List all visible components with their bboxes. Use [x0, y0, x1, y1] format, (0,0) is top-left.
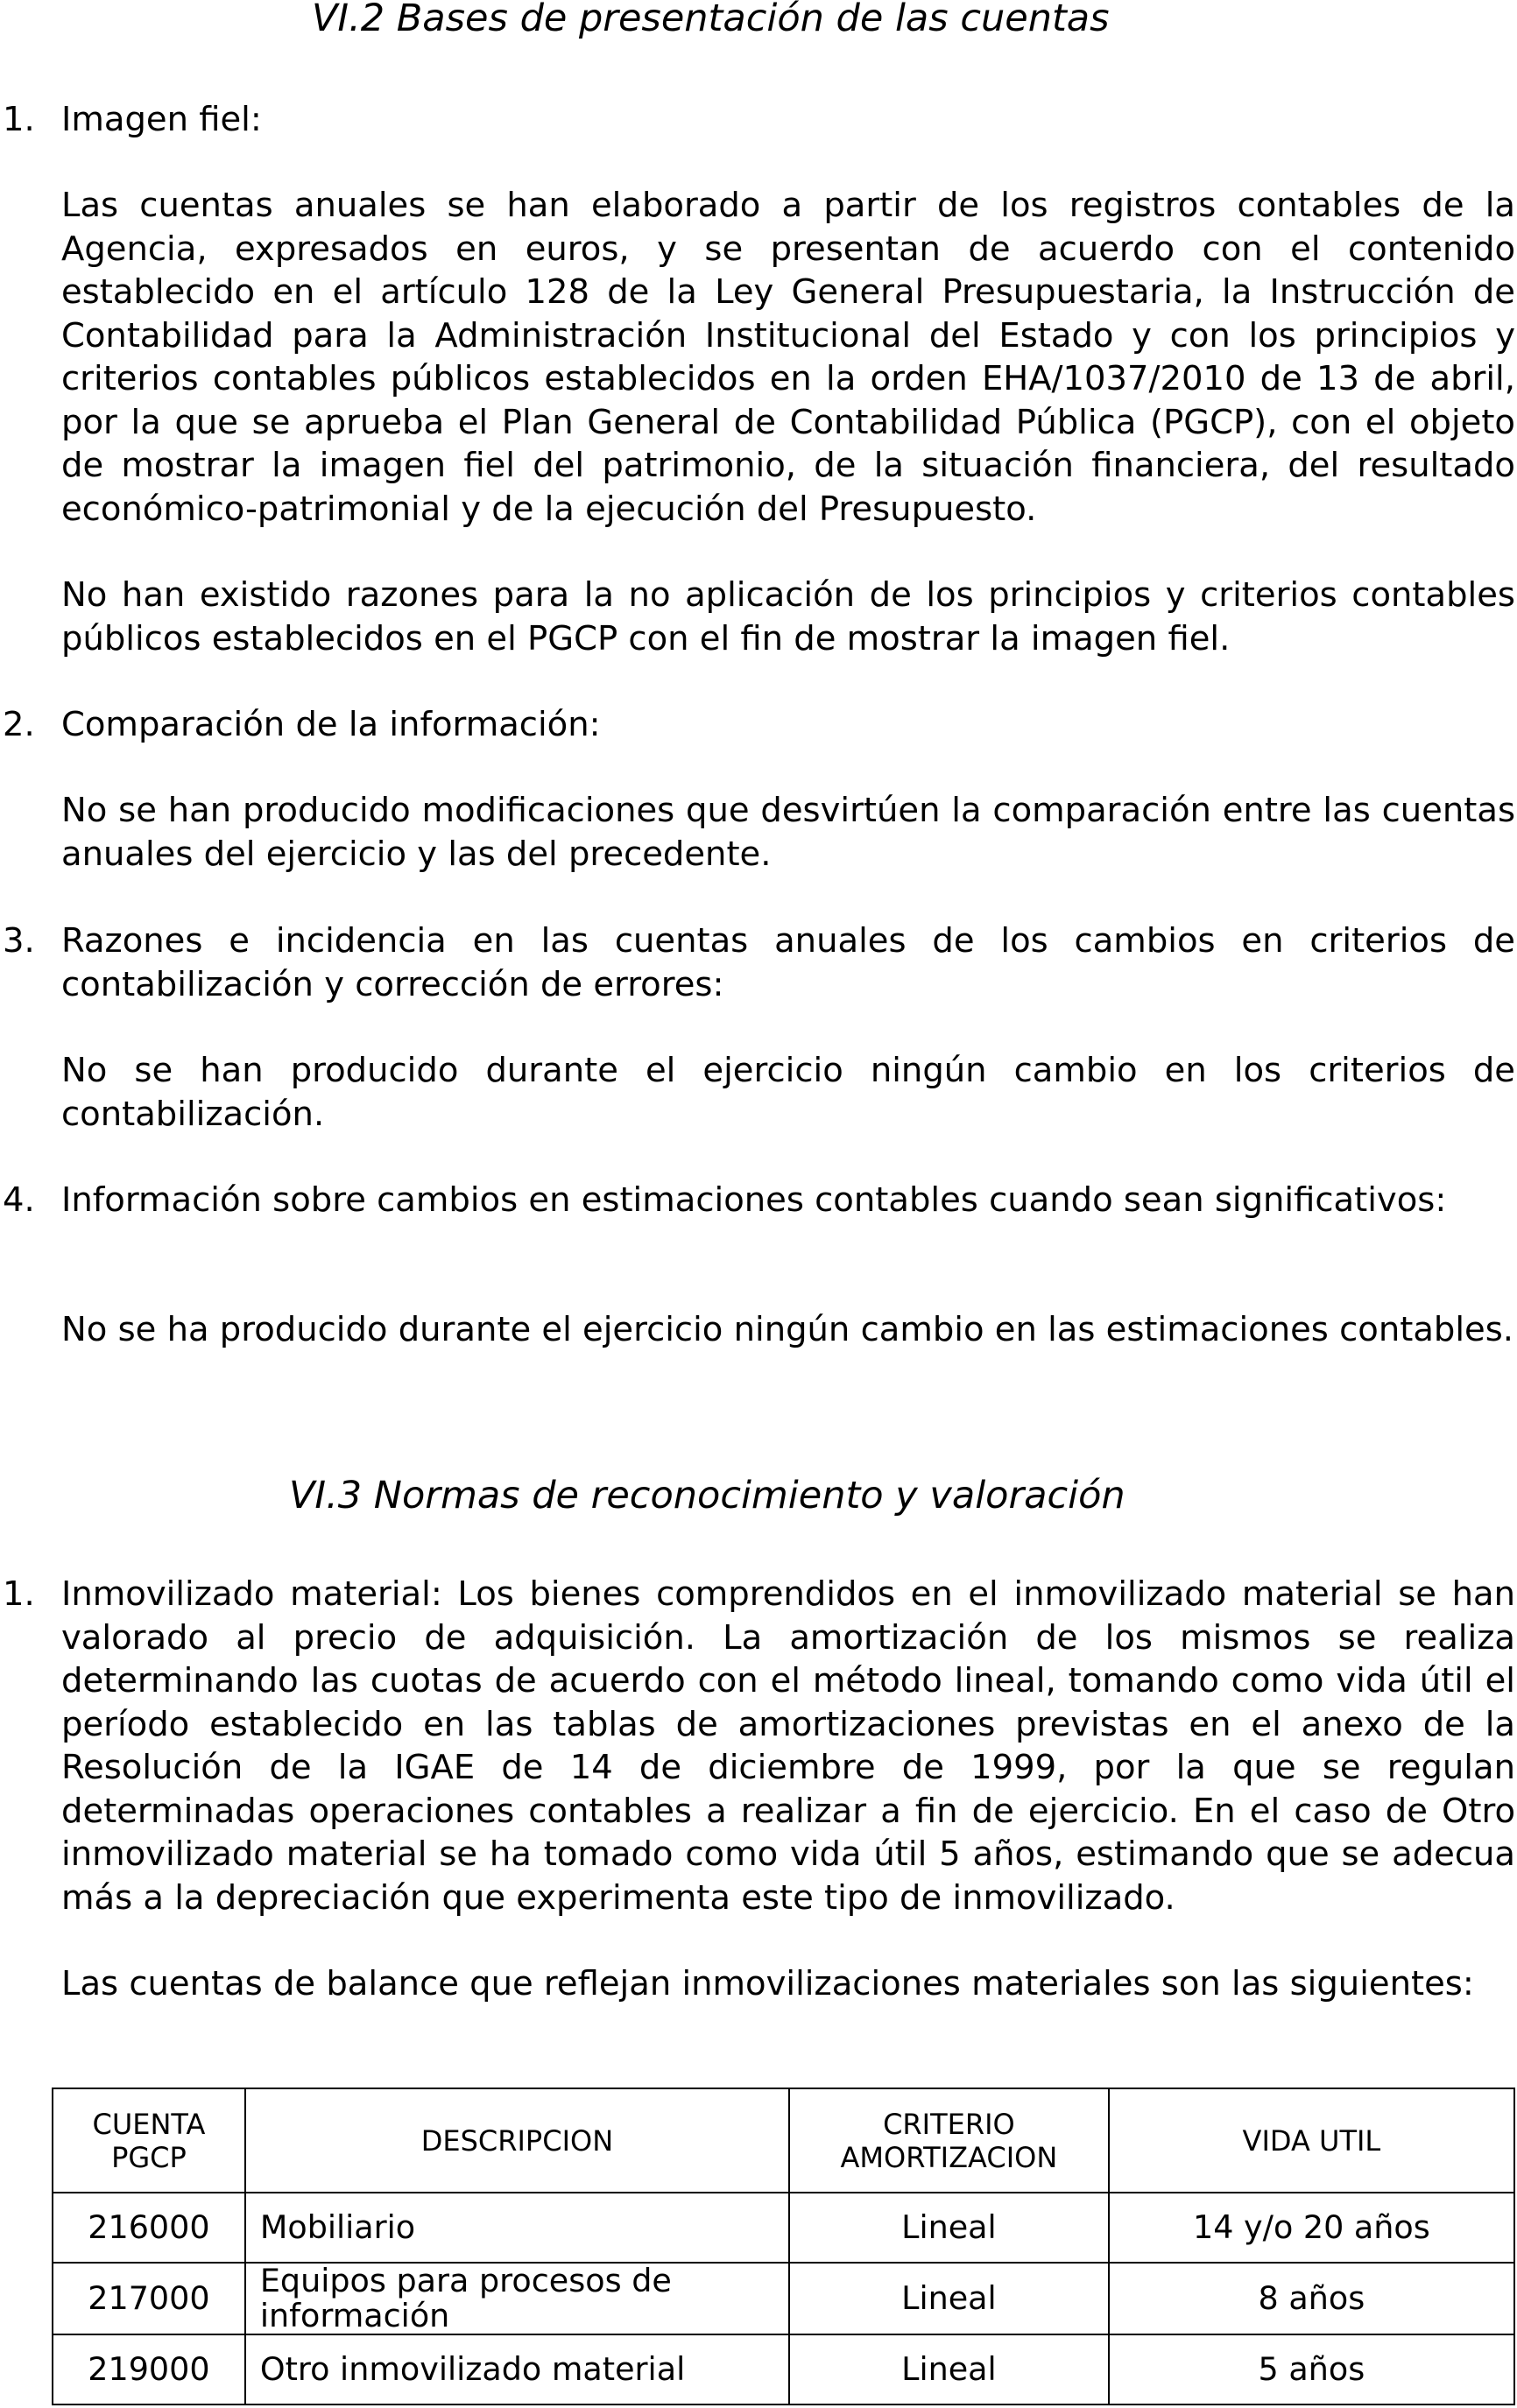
list-heading: Comparación de la información:	[61, 705, 601, 744]
column-header-cuenta: CUENTA PGCP	[53, 2088, 245, 2193]
paragraph: Inmovilizado material: Los bienes comprendidos en el inmovilizado material se han valorado al precio de adquisición. La amortización de los mismos se realiza determinando las cuotas de acuerdo con el método lineal, tomando como vida útil el período establecido en las tablas de amortizaciones previstas en el anexo de la Resolución de la IGAE de 14 de diciembre de 1999, por la que se regulan determinadas operaciones contables a realizar a fin de ejercicio. En el caso de Otro inmovilizado material se ha tomado como vida útil 5 años, estimando que se adecua más a la depreciación que experimenta este tipo de inmovilizado.	[61, 1574, 1515, 1918]
table-row	[53, 2334, 1514, 2404]
cell-cuenta: 217000	[53, 2263, 245, 2334]
table-row	[53, 2193, 1514, 2263]
section-title-vi2: VI.2 Bases de presentación de las cuentas	[312, 0, 1110, 40]
cell-descripcion: Mobiliario	[245, 2193, 789, 2263]
cell-cuenta: 216000	[53, 2193, 245, 2263]
table-intro: Las cuentas de balance que reflejan inmovilizaciones materiales son las siguientes:	[61, 1964, 1474, 2003]
cell-cuenta: 219000	[53, 2334, 245, 2404]
list-heading: Información sobre cambios en estimaciones contables cuando sean significativos:	[61, 1180, 1447, 1220]
list-number: 2.	[3, 705, 35, 744]
list-number: 3.	[3, 921, 35, 961]
cell-descripcion: Otro inmovilizado material	[245, 2334, 789, 2404]
paragraph: No se ha producido durante el ejercicio ningún cambio en las estimaciones contables.	[61, 1310, 1514, 1349]
table-row	[53, 2263, 1514, 2334]
section-title-vi3: VI.3 Normas de reconocimiento y valoración	[289, 1474, 1125, 1517]
list-number: 4.	[3, 1180, 35, 1220]
cell-criterio: Lineal	[789, 2334, 1109, 2404]
cell-vida-util: 14 y/o 20 años	[1109, 2193, 1514, 2263]
column-header-descripcion: DESCRIPCION	[245, 2088, 789, 2193]
cell-vida-util: 5 años	[1109, 2334, 1514, 2404]
paragraph: No se han producido durante el ejercicio ningún cambio en los criterios de contabilización.	[61, 1051, 1515, 1134]
cell-criterio: Lineal	[789, 2263, 1109, 2334]
list-number: 1.	[3, 100, 35, 139]
fixed-assets-table	[52, 2088, 1515, 2405]
paragraph: No han existido razones para la no aplicación de los principios y criterios contables públicos establecidos en el PGCP con el fin de mostrar la imagen fiel.	[61, 575, 1515, 658]
cell-descripcion: Equipos para procesos de información	[245, 2263, 789, 2334]
cell-vida-util: 8 años	[1109, 2263, 1514, 2334]
column-header-vida-util: VIDA UTIL	[1109, 2088, 1514, 2193]
list-heading: Razones e incidencia en las cuentas anuales de los cambios en criterios de contabilización y corrección de errores:	[61, 921, 1515, 1004]
list-number: 1.	[3, 1574, 35, 1614]
column-header-criterio: CRITERIO AMORTIZACION	[789, 2088, 1109, 2193]
table-header-row	[53, 2088, 1514, 2193]
paragraph: No se han producido modificaciones que desvirtúen la comparación entre las cuentas anuales del ejercicio y las del precedente.	[61, 791, 1515, 874]
paragraph: Las cuentas anuales se han elaborado a partir de los registros contables de la Agencia, expresados en euros, y se presentan de acuerdo con el contenido establecido en el artículo 128 de la Ley General Presupuestaria, la Instrucción de Contabilidad para la Administración Institucional del Estado y con los principios y criterios contables públicos establecidos en la orden EHA/1037/2010 de 13 de abril, por la que se aprueba el Plan General de Contabilidad Pública (PGCP), con el objeto de mostrar la imagen fiel del patrimonio, de la situación financiera, del resultado económico-patrimonial y de la ejecución del Presupuesto.	[61, 186, 1515, 529]
list-heading: Imagen fiel:	[61, 100, 262, 139]
cell-criterio: Lineal	[789, 2193, 1109, 2263]
